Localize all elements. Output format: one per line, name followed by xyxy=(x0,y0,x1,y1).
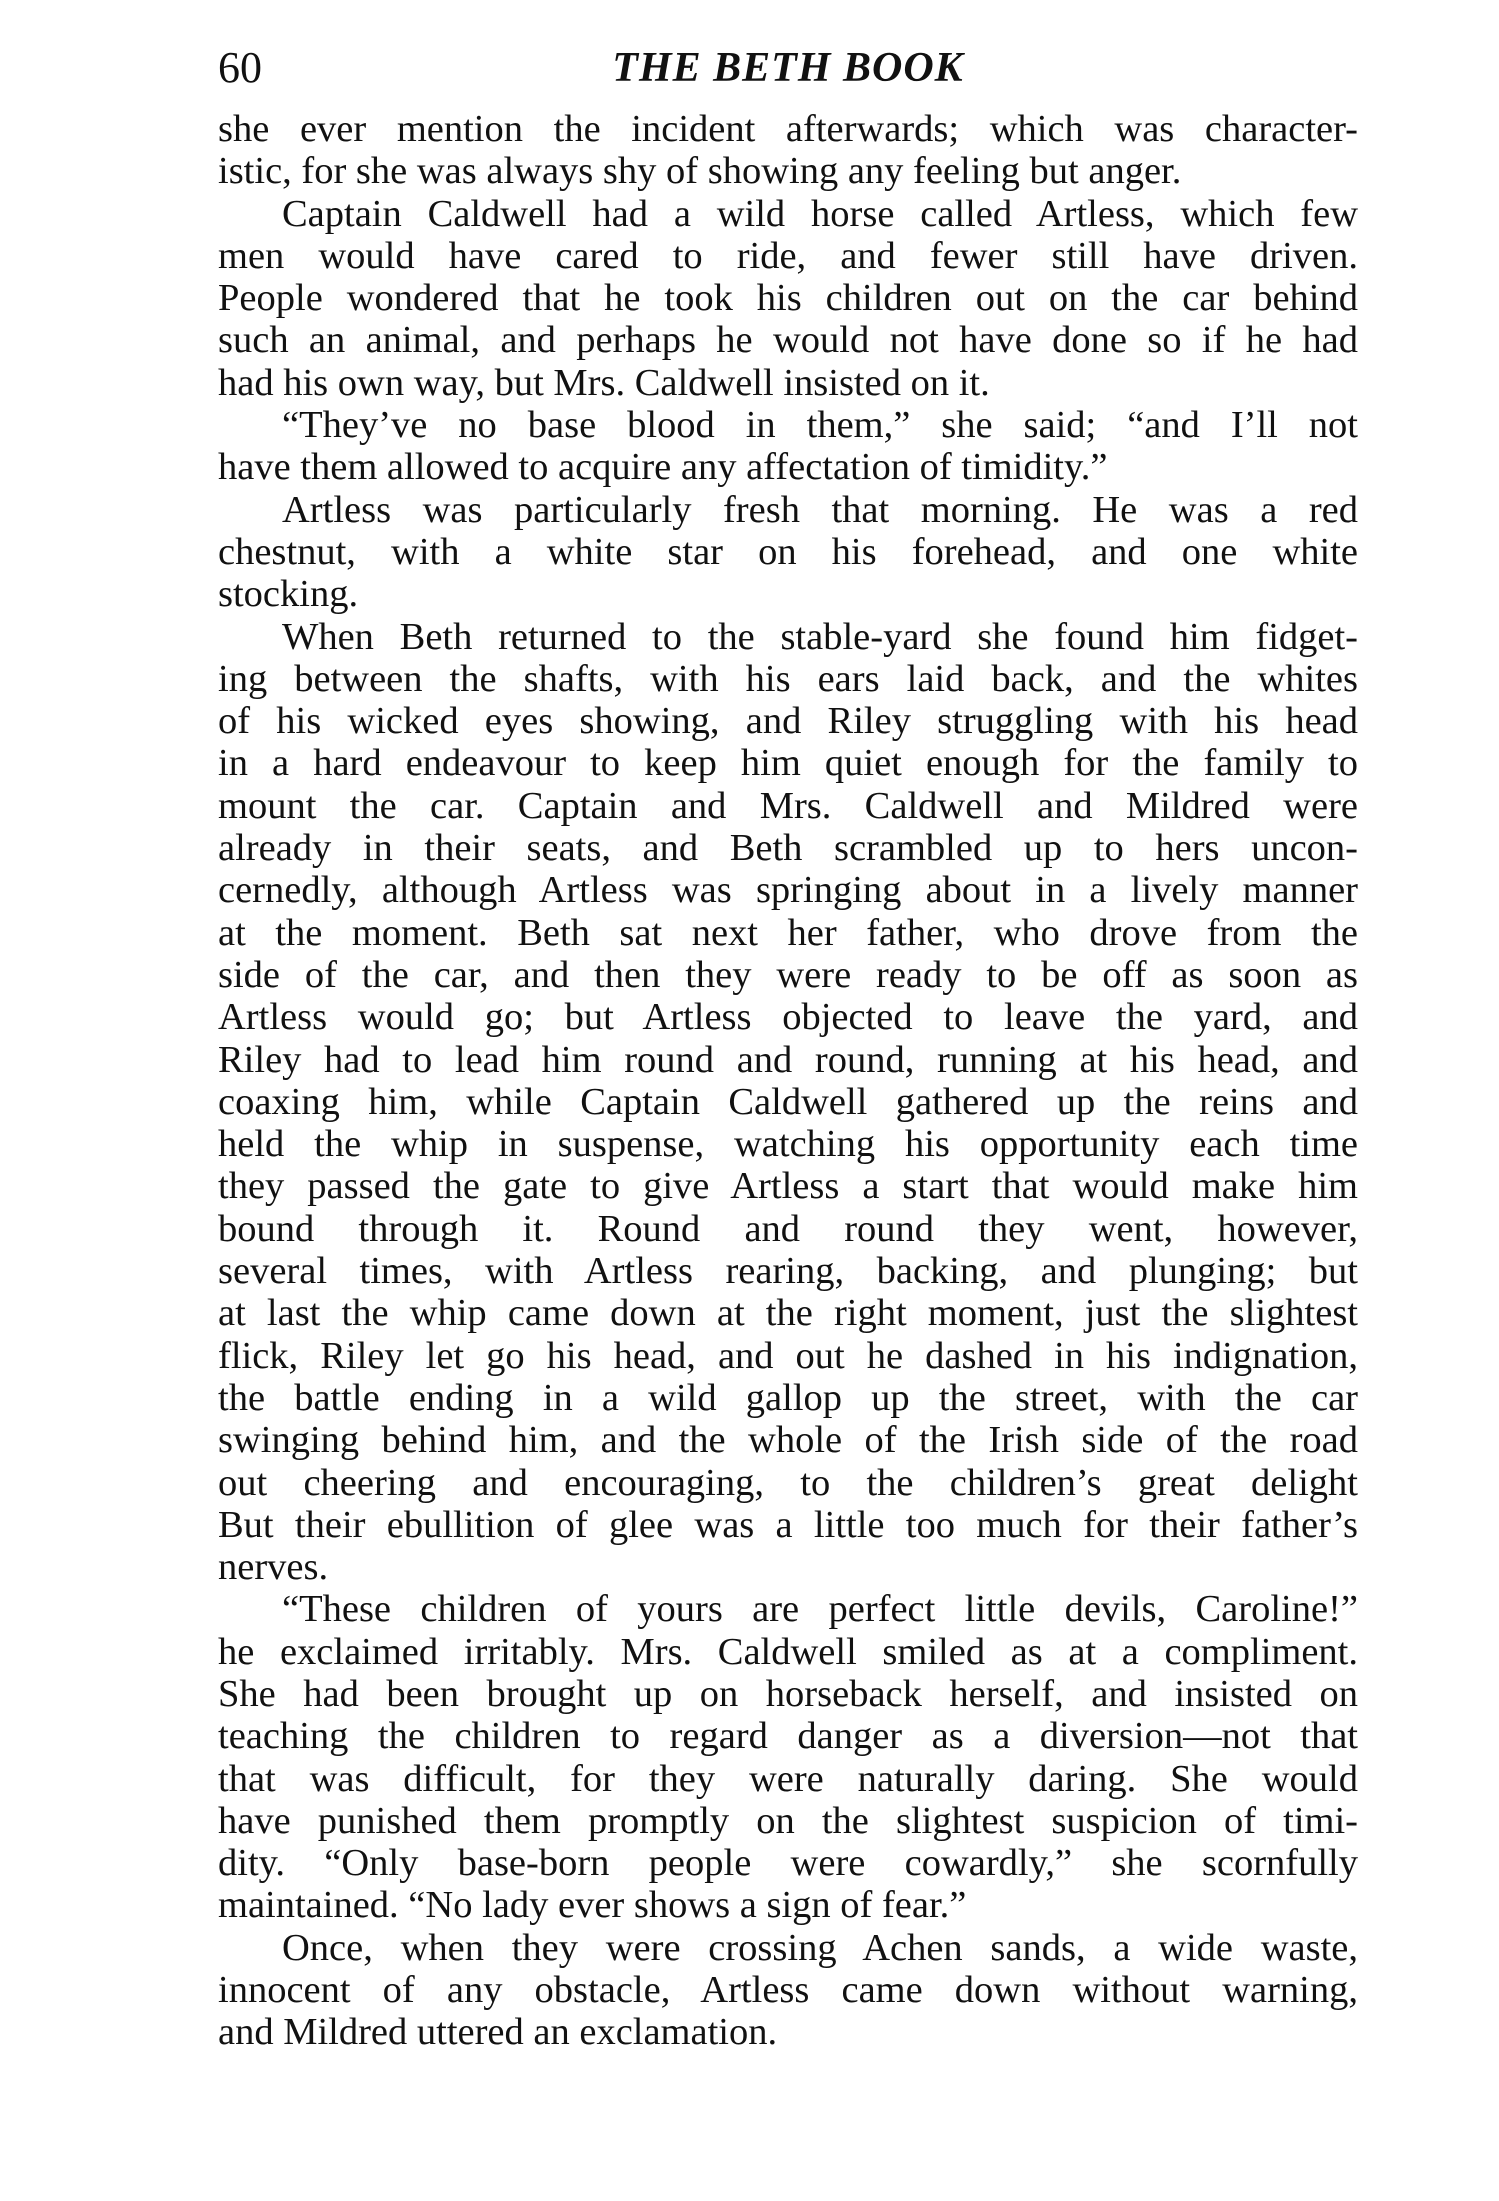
text-line: stocking. xyxy=(218,573,359,616)
text-line: “They’ve no base blood in them,” she said; “and I’ll not xyxy=(282,404,1358,447)
text-line: bound through it. Round and round they went, however, xyxy=(218,1207,1358,1250)
text-line: When Beth returned to the stable-yard she found him fidget- xyxy=(282,615,1358,658)
text-line: already in their seats, and Beth scrambled up to hers uncon- xyxy=(218,827,1358,870)
paragraph xyxy=(218,1588,1358,1926)
text-line: mount the car. Captain and Mrs. Caldwell and Mildred were xyxy=(218,784,1358,827)
text-line: cernedly, although Artless was springing about in a lively manner xyxy=(218,869,1358,912)
paragraph xyxy=(218,404,1358,489)
text-line: that was difficult, for they were naturally daring. She would xyxy=(218,1757,1358,1800)
text-line: she ever mention the incident afterwards; which was character- xyxy=(218,108,1358,150)
text-line: coaxing him, while Captain Caldwell gathered up the reins and xyxy=(218,1080,1358,1123)
text-line: “These children of yours are perfect little devils, Caroline!” xyxy=(282,1588,1358,1631)
text-line: Riley had to lead him round and round, running at his head, and xyxy=(218,1038,1358,1081)
text-line: But their ebullition of glee was a little too much for their father’s xyxy=(218,1503,1358,1546)
text-line: and Mildred uttered an exclamation. xyxy=(218,2011,778,2054)
paragraph xyxy=(218,108,1358,193)
text-line: swinging behind him, and the whole of the Irish side of the road xyxy=(218,1419,1358,1462)
text-line: Artless would go; but Artless objected to leave the yard, and xyxy=(218,996,1358,1039)
text-line: the battle ending in a wild gallop up the street, with the car xyxy=(218,1376,1358,1419)
text-line: She had been brought up on horseback herself, and insisted on xyxy=(218,1672,1358,1715)
page-number: 60 xyxy=(218,43,262,92)
paragraph xyxy=(218,489,1358,616)
text-line: men would have cared to ride, and fewer still have driven. xyxy=(218,234,1358,277)
text-line: several times, with Artless rearing, backing, and plunging; but xyxy=(218,1250,1358,1293)
text-line: in a hard endeavour to keep him quiet enough for the family to xyxy=(218,742,1358,785)
text-line: maintained. “No lady ever shows a sign of fear.” xyxy=(218,1884,967,1927)
text-line: nerves. xyxy=(218,1546,329,1589)
text-line: at the moment. Beth sat next her father, who drove from the xyxy=(218,911,1358,954)
text-line: People wondered that he took his children out on the car behind xyxy=(218,277,1358,320)
body-text xyxy=(218,108,1358,2054)
text-line: they passed the gate to give Artless a start that would make him xyxy=(218,1165,1358,1208)
text-line: Artless was particularly fresh that morning. He was a red xyxy=(282,488,1358,531)
running-head xyxy=(218,38,1358,98)
text-line: have punished them promptly on the slightest suspicion of timi- xyxy=(218,1799,1358,1842)
book-title: THE BETH BOOK xyxy=(612,45,964,91)
text-line: dity. “Only base-born people were cowardly,” she scornfully xyxy=(218,1842,1358,1885)
text-line: ing between the shafts, with his ears laid back, and the whites xyxy=(218,657,1358,700)
text-line: Captain Caldwell had a wild horse called Artless, which few xyxy=(282,192,1358,235)
text-line: side of the car, and then they were ready to be off as soon as xyxy=(218,953,1358,996)
paragraph xyxy=(218,1927,1358,2054)
text-line: out cheering and encouraging, to the children’s great delight xyxy=(218,1461,1358,1504)
text-line: such an animal, and perhaps he would not have done so if he had xyxy=(218,319,1358,362)
text-line: at last the whip came down at the right moment, just the slightest xyxy=(218,1292,1358,1335)
text-line: had his own way, but Mrs. Caldwell insisted on it. xyxy=(218,361,990,404)
text-line: flick, Riley let go his head, and out he dashed in his indignation, xyxy=(218,1334,1358,1377)
text-line: teaching the children to regard danger as a diversion—not that xyxy=(218,1715,1358,1758)
text-line: Once, when they were crossing Achen sands, a wide waste, xyxy=(282,1926,1358,1969)
paragraph xyxy=(218,616,1358,1589)
text-line: have them allowed to acquire any affectation of timidity.” xyxy=(218,446,1108,489)
text-line: innocent of any obstacle, Artless came down without warning, xyxy=(218,1969,1358,2012)
text-line: istic, for she was always shy of showing any feeling but anger. xyxy=(218,150,1182,193)
paragraph xyxy=(218,193,1358,404)
text-line: he exclaimed irritably. Mrs. Caldwell smiled as at a compliment. xyxy=(218,1630,1358,1673)
text-line: chestnut, with a white star on his forehead, and one white xyxy=(218,530,1358,573)
text-line: of his wicked eyes showing, and Riley struggling with his head xyxy=(218,700,1358,743)
text-line: held the whip in suspense, watching his opportunity each time xyxy=(218,1123,1358,1166)
